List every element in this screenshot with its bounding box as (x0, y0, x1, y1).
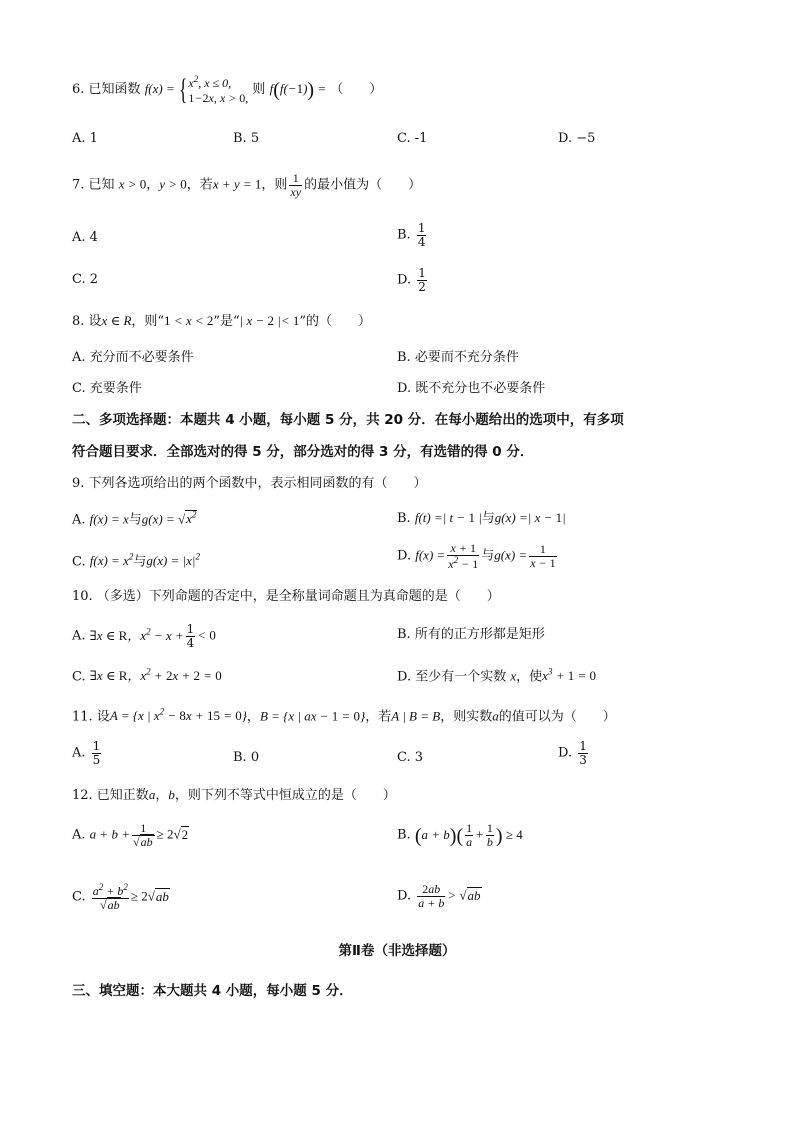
q12-a-rhs: ≥ 2√2 (156, 826, 189, 842)
q11-mid: ，若 (365, 709, 392, 725)
q10-option-d[interactable] (397, 667, 596, 685)
q12-b: b (168, 787, 175, 802)
q11-stem: 11. 设 (72, 709, 110, 725)
q11-set-b: B = {x | ax − 1 = 0} (259, 708, 366, 724)
q10-a-lt: < 0 (197, 627, 216, 643)
q9-option-c-label: C. (72, 554, 86, 570)
q10-d-mid: ，使 (516, 669, 543, 685)
q12-sep: ， (155, 788, 169, 803)
q7-tail: 的最小值为（ ） (304, 177, 422, 193)
question-11: 11. 设A = {x | $x^2 - 8x + 15 = 0$}，B = {x | ax − 1 = 0}，若A | B = B，则实数a的值可以为（ ） (72, 707, 616, 725)
q7-option-d[interactable] (397, 267, 429, 293)
section-2-heading-line-1: 二、多项选择题：本题共 4 小题，每小题 5 分，共 20 分．在每小题给出的选项中，有多项 (72, 412, 624, 428)
q6-stem: 6. 已知函数 (72, 81, 141, 97)
q7-option-a[interactable]: A. 4 (72, 230, 98, 245)
q8-option-a[interactable]: A. 充分而不必要条件 (72, 350, 194, 365)
q9-b-yu: 与 (481, 511, 495, 526)
q12-b-expr: (a + b)( (414, 824, 464, 847)
q8-abs: | x − 2 |< 1 (239, 313, 300, 328)
q12-b-plus: + (475, 826, 484, 842)
q9-d-f-fraction: $\frac{x + 1}{x^2 - 1}$ (448, 541, 479, 571)
q12-option-c[interactable] (72, 883, 170, 911)
q11-ask: ，则实数 (440, 709, 493, 725)
q12-option-a[interactable] (72, 822, 189, 848)
q6-option-a[interactable]: A. 1 (72, 131, 98, 146)
q7-option-d-label: D. (397, 272, 412, 288)
q9-c-f: $f(x) = x^2$ (89, 552, 134, 569)
q12-option-b-label: B. (397, 827, 411, 843)
q12-option-c-label: C. (72, 889, 86, 905)
q8-tail: ”的（ ） (299, 314, 372, 329)
q7-option-b[interactable] (397, 222, 428, 248)
q8-mid: ”是“ (213, 314, 240, 329)
q9-a-g: $g(x) = √x^2$ (141, 510, 197, 527)
question-6 (72, 72, 382, 108)
q11-option-d-fraction: $\frac{1}{3}$ (579, 739, 587, 767)
q8-x-in-r: x ∈ R (101, 313, 132, 328)
q9-d-g-fraction: $\frac{1}{x - 1}$ (530, 542, 556, 570)
q9-option-c[interactable] (72, 552, 200, 570)
q9-d-g: g(x) = (494, 547, 528, 563)
q10-d-expr: $x^3 + 1 = 0$ (542, 667, 597, 684)
q11-set-a: A = {x | $x^2 - 8x + 15 = 0$} (109, 707, 247, 724)
q12-d-rhs: > √ab (447, 887, 481, 903)
q9-option-a[interactable] (72, 510, 197, 528)
q11-tail: 的值可以为（ ） (498, 709, 616, 725)
q11-option-b[interactable]: B. 0 (233, 750, 260, 765)
q8-cond: ，则“ (131, 314, 165, 329)
q9-a-f: f(x) = x (89, 511, 129, 527)
q11-intersection: A | B = B (391, 708, 441, 724)
q12-c-fraction: $\frac{a^2 + b^2}{√ab}$ (92, 882, 128, 912)
q12-a: a (148, 787, 156, 802)
q8-option-c[interactable]: C. 充要条件 (72, 381, 142, 396)
q9-option-a-label: A. (72, 512, 86, 528)
q8-stem: 8. 设 (72, 314, 102, 329)
q11-option-c[interactable]: C. 3 (397, 750, 424, 765)
q12-c-rhs: ≥ 2√ab (130, 888, 169, 904)
q7-fraction: $\frac{1}{xy}$ (290, 171, 302, 199)
q7-cond-y: y > 0 (159, 176, 187, 192)
q7-ask: ，则 (261, 177, 288, 193)
question-12 (72, 787, 396, 804)
q12-option-a-label: A. (72, 827, 86, 843)
question-8 (72, 313, 371, 330)
q12-d-fraction: $\frac{2ab}{a + b}$ (418, 882, 445, 910)
q9-option-b-label: B. (397, 511, 411, 526)
q12-option-d[interactable] (397, 883, 482, 909)
q10-a-fraction: $\frac{1}{4}$ (186, 622, 195, 650)
q7-then: ，若 (186, 177, 213, 193)
question-10: 10. （多选）下列命题的否定中，是全称量词命题且为真命题的是（ ） (72, 589, 500, 604)
q10-option-a[interactable] (72, 623, 216, 649)
q12-a-fraction: $\frac{1}{√ab}$ (132, 821, 153, 849)
q10-option-c[interactable] (72, 667, 222, 685)
q6-function-definition: f(x) = { $x^2$, x ≤ 0, 1−2x, x > 0, (144, 73, 249, 106)
q8-interval: 1 < x < 2 (164, 313, 214, 328)
q10-a-expr: ∃x ∈ R，$x^2 - x$ + (89, 626, 184, 643)
q7-option-c[interactable]: C. 2 (72, 272, 99, 287)
q10-option-d-label: D. 至少有一个实数 (397, 669, 507, 685)
q10-option-b[interactable]: B. 所有的正方形都是矩形 (397, 627, 545, 642)
q10-option-c-label: C. (72, 669, 86, 685)
q12-option-d-label: D. (397, 888, 412, 904)
q7-option-d-fraction: $\frac{1}{2}$ (418, 266, 426, 294)
q9-d-f: f(x) = (415, 547, 446, 563)
q9-a-yu: 与 (128, 512, 142, 528)
q7-cond-x: x > 0 (118, 176, 147, 192)
q7-stem: 7. 已知 (72, 177, 115, 193)
q9-option-d[interactable] (397, 542, 559, 570)
q9-option-b[interactable] (397, 510, 566, 527)
q12-a-expr: a + b + (89, 826, 130, 842)
q6-expression: f(f(−1)) = (269, 79, 327, 101)
q9-b-g: g(x) =| x − 1| (494, 510, 566, 525)
q11-option-a-label: A. (72, 745, 86, 761)
q11-option-d-label: D. (558, 745, 573, 761)
question-9: 9. 下列各选项给出的两个函数中，表示相同函数的有（ ） (72, 476, 427, 491)
q8-option-d[interactable]: D. 既不充分也不必要条件 (397, 381, 546, 396)
q6-paren: （ ） (330, 81, 383, 97)
section-3-heading: 三、填空题：本大题共 4 小题，每小题 5 分． (72, 983, 353, 999)
q11-option-d[interactable] (558, 740, 590, 766)
q10-option-a-label: A. (72, 628, 86, 644)
section-2-heading-line-2: 符合题目要求．全部选对的得 5 分，部分选对的得 3 分，有选错的得 0 分． (72, 444, 534, 460)
q6-option-b[interactable]: B. 5 (233, 131, 260, 146)
q7-cond-sum: x + y = 1 (212, 176, 262, 192)
q12-tail: ，则下列不等式中恒成立的是（ ） (174, 788, 396, 803)
q7-option-b-label: B. (397, 227, 411, 243)
q11-a: a (492, 708, 499, 724)
q9-option-d-label: D. (397, 548, 412, 564)
q9-c-g: $g(x) = |x|^2$ (146, 552, 200, 569)
q10-d-x: x (510, 668, 517, 684)
q6-option-c[interactable]: C. -1 (397, 131, 428, 146)
q9-d-yu: 与 (481, 548, 495, 564)
q8-option-b[interactable]: B. 必要而不充分条件 (397, 350, 519, 365)
q12-stem: 12. 已知正数 (72, 788, 149, 803)
q12-option-b[interactable] (397, 822, 523, 848)
q6-tail: 则 (252, 81, 266, 97)
q12-b-frac-b: $\frac{1}{b}$ (486, 821, 493, 849)
q7-option-b-fraction: $\frac{1}{4}$ (417, 221, 426, 249)
q12-b-frac-a: $\frac{1}{a}$ (466, 821, 473, 849)
part-2-title: 第Ⅱ卷（非选择题） (338, 943, 456, 959)
q12-b-rhs: ) ≥ 4 (495, 824, 523, 847)
q6-option-d[interactable]: D. −5 (558, 131, 596, 146)
q11-option-a-fraction: $\frac{1}{5}$ (92, 739, 101, 767)
q10-c-expr: ∃x ∈ R，$x^2 + 2x + 2 = 0$ (89, 667, 222, 684)
q9-b-f: f(t) =| t − 1 | (414, 510, 482, 525)
q9-c-yu: 与 (133, 554, 147, 570)
q11-option-a[interactable] (72, 740, 103, 766)
question-7: 7. 已知 x > 0，y > 0，若x + y = 1，则 $\frac{1}{xy}$ 的最小值为（ ） (72, 171, 422, 199)
